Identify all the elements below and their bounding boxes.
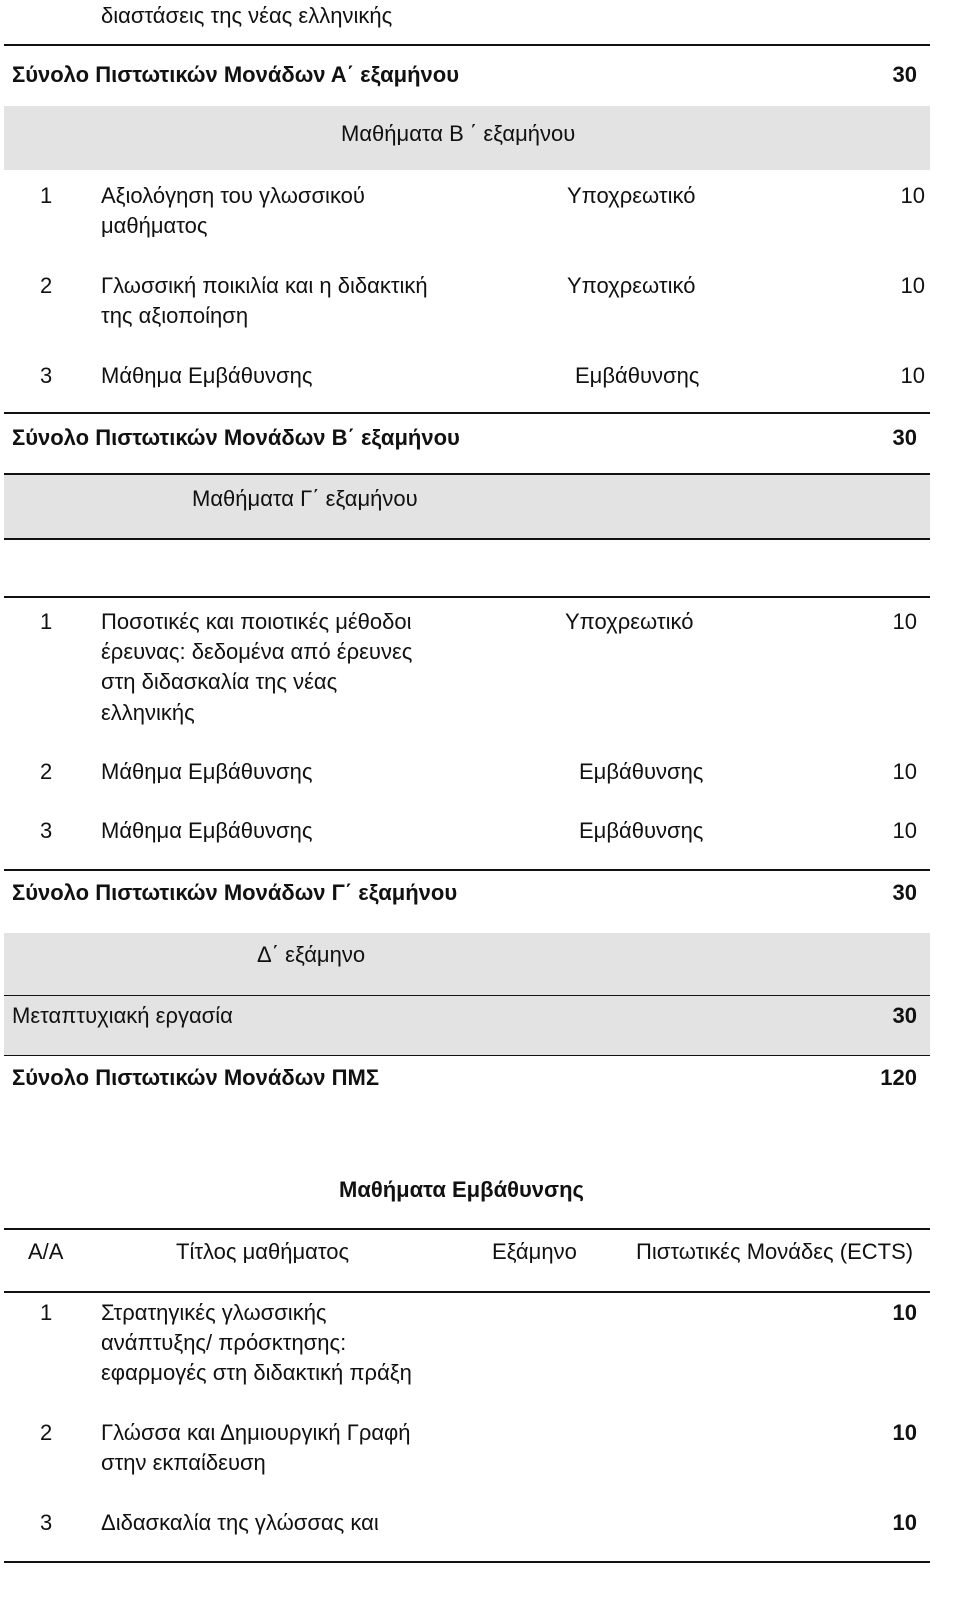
rule xyxy=(4,473,930,475)
header-semester: Εξάμηνο xyxy=(492,1239,577,1264)
sem-a-total-value: 30 xyxy=(892,62,917,87)
rule xyxy=(4,44,930,46)
sem-a-total-label: Σύνολο Πιστωτικών Μονάδων Α΄ εξαμήνου xyxy=(12,62,460,87)
sem-b-heading: Μαθήματα Β ΄ εξαμήνου xyxy=(341,121,576,146)
rule xyxy=(4,596,930,598)
course-credits: 10 xyxy=(892,759,917,784)
header-num: Α/Α xyxy=(28,1239,64,1264)
rule xyxy=(4,412,930,414)
course-title-line: Ποσοτικές και ποιοτικές μέθοδοι xyxy=(101,609,412,634)
row-number: 1 xyxy=(40,1300,53,1325)
sem-d-heading-band xyxy=(4,933,930,995)
row-number: 2 xyxy=(40,759,53,784)
sem-c-heading-band xyxy=(4,475,930,539)
course-title-line: εφαρμογές στη διδακτική πράξη xyxy=(101,1360,412,1385)
rule xyxy=(4,538,930,540)
sem-c-total-label: Σύνολο Πιστωτικών Μονάδων Γ΄ εξαμήνου xyxy=(12,880,458,905)
row-number: 2 xyxy=(40,273,53,298)
rule xyxy=(4,869,930,871)
course-title-line: Γλώσσα και Δημιουργική Γραφή xyxy=(101,1420,411,1445)
program-total-label: Σύνολο Πιστωτικών Μονάδων ΠΜΣ xyxy=(12,1065,380,1090)
thesis-value: 30 xyxy=(892,1003,917,1028)
sem-c-total-value: 30 xyxy=(892,880,917,905)
sem-b-total-label: Σύνολο Πιστωτικών Μονάδων Β΄ εξαμήνου xyxy=(12,425,460,450)
course-title-line: ανάπτυξης/ πρόσκτησης: xyxy=(101,1330,347,1355)
electives-title: Μαθήματα Εμβάθυνσης xyxy=(339,1177,584,1202)
course-type: Εμβάθυνσης xyxy=(579,818,704,843)
course-title-line: Αξιολόγηση του γλωσσικού xyxy=(101,183,365,208)
course-type: Υποχρεωτικό xyxy=(565,609,694,634)
row-number: 3 xyxy=(40,818,53,843)
course-credits: 10 xyxy=(900,273,925,298)
course-title-line: ελληνικής xyxy=(101,700,195,725)
course-credits: 10 xyxy=(892,1300,917,1325)
course-title-line: μαθήματος xyxy=(101,213,208,238)
course-title-line: Μάθημα Εμβάθυνσης xyxy=(101,759,313,784)
course-credits: 10 xyxy=(892,818,917,843)
rule xyxy=(4,1291,930,1293)
course-title-line: Στρατηγικές γλωσσικής xyxy=(101,1300,327,1325)
course-credits: 10 xyxy=(900,183,925,208)
course-title-line: Διδασκαλία της γλώσσας και xyxy=(101,1510,379,1535)
course-title-line: Γλωσσική ποικιλία και η διδακτική xyxy=(101,273,428,298)
course-title-line: στη διδασκαλία της νέας xyxy=(101,669,338,694)
course-title-line: Μάθημα Εμβάθυνσης xyxy=(101,818,313,843)
course-title-line: Μάθημα Εμβάθυνσης xyxy=(101,363,313,388)
course-title-line: της αξιοποίηση xyxy=(101,303,249,328)
row-number: 3 xyxy=(40,1510,53,1535)
header-credits: Πιστωτικές Μονάδες (ECTS) xyxy=(636,1239,914,1264)
row-number: 2 xyxy=(40,1420,53,1445)
course-type: Εμβάθυνσης xyxy=(575,363,700,388)
sem-d-heading: Δ΄ εξάμηνο xyxy=(257,942,366,967)
rule xyxy=(4,1561,930,1563)
thesis-label: Μεταπτυχιακή εργασία xyxy=(12,1003,233,1028)
sem-c-heading: Μαθήματα Γ΄ εξαμήνου xyxy=(192,486,418,511)
sem-b-total-value: 30 xyxy=(892,425,917,450)
intro-fragment: διαστάσεις της νέας ελληνικής xyxy=(101,3,393,28)
course-title-line: στην εκπαίδευση xyxy=(101,1450,266,1475)
course-credits: 10 xyxy=(892,609,917,634)
rule xyxy=(4,995,930,996)
course-type: Υποχρεωτικό xyxy=(567,273,696,298)
row-number: 1 xyxy=(40,609,53,634)
header-title: Τίτλος μαθήματος xyxy=(176,1239,350,1264)
row-number: 3 xyxy=(40,363,53,388)
program-total-value: 120 xyxy=(880,1065,917,1090)
course-type: Υποχρεωτικό xyxy=(567,183,696,208)
course-title-line: έρευνας: δεδομένα από έρευνες xyxy=(101,639,413,664)
course-credits: 10 xyxy=(892,1420,917,1445)
course-type: Εμβάθυνσης xyxy=(579,759,704,784)
course-credits: 10 xyxy=(892,1510,917,1535)
course-credits: 10 xyxy=(900,363,925,388)
rule xyxy=(4,1228,930,1230)
rule xyxy=(4,1055,930,1056)
row-number: 1 xyxy=(40,183,53,208)
